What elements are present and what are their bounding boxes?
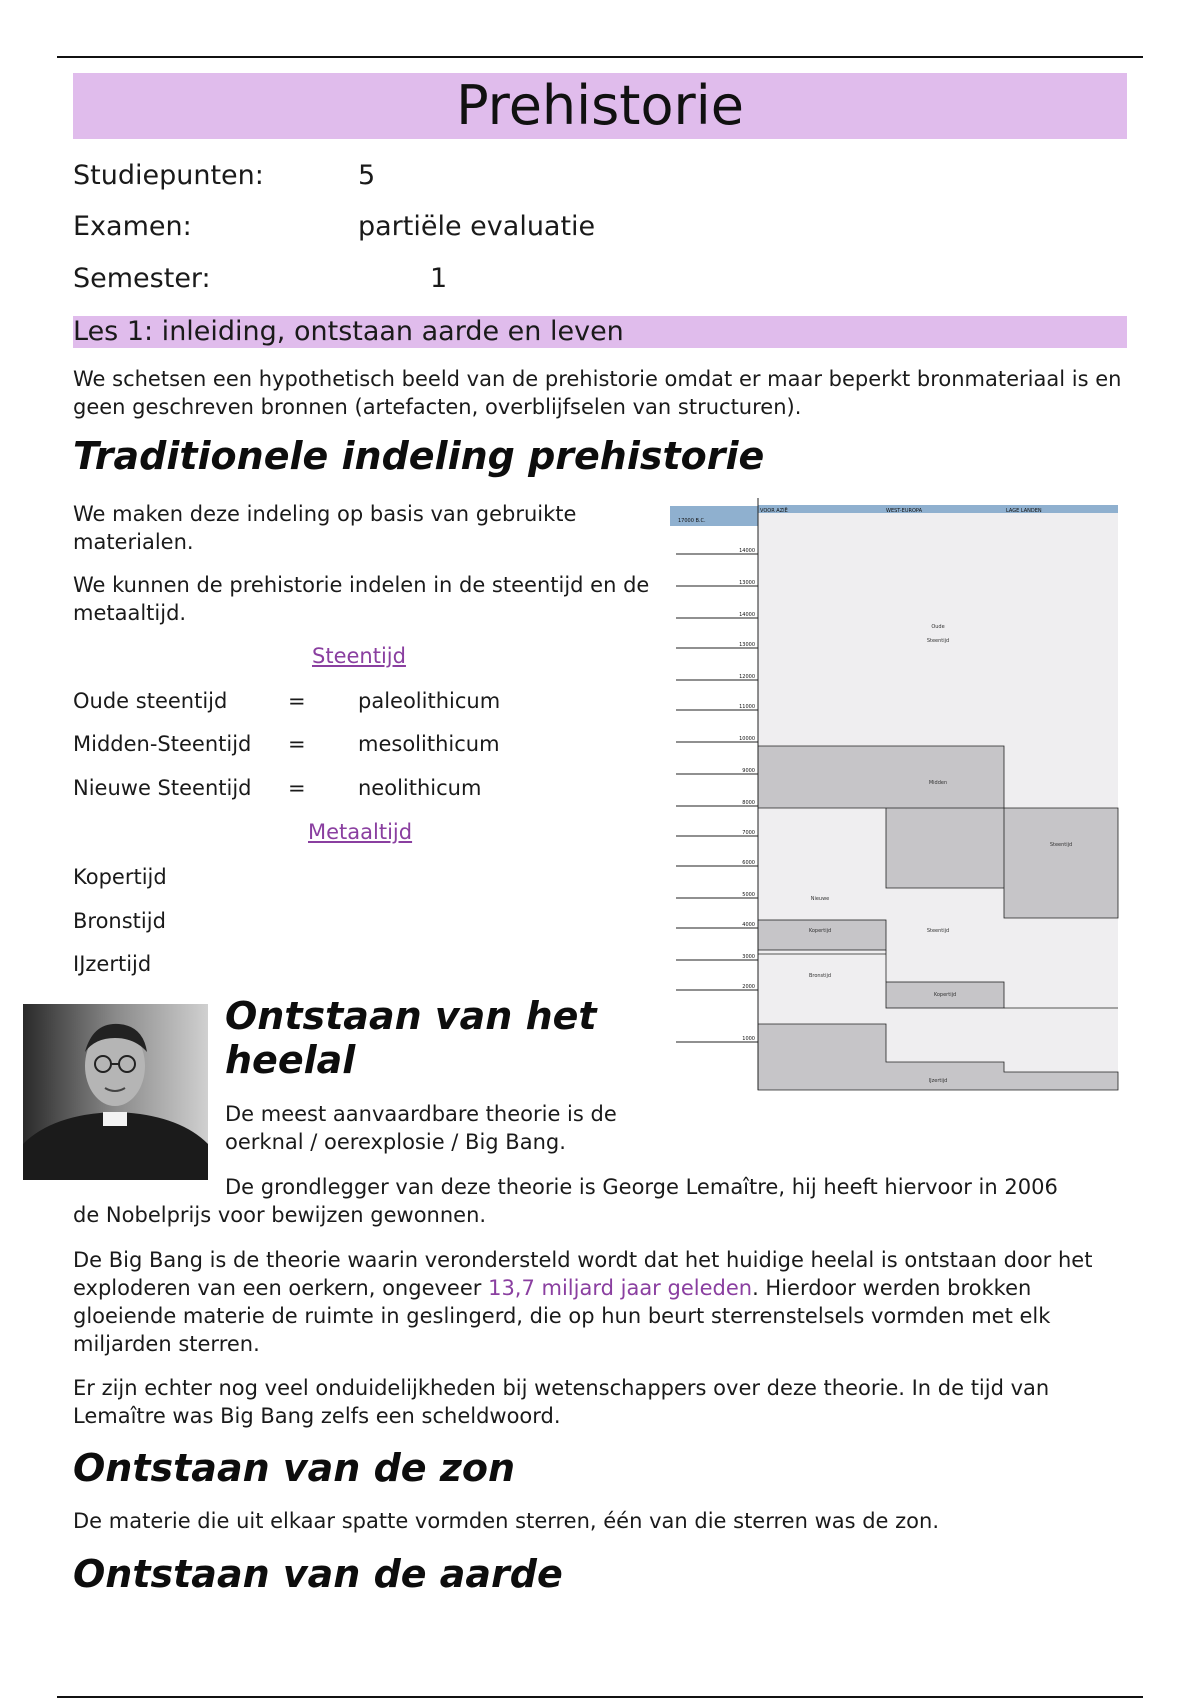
timeline-tick-label: 13000 bbox=[739, 642, 755, 648]
metal-age-item: IJzertijd bbox=[73, 952, 152, 976]
heelal-paragraph-3-text-end: . Hierdoor werden brokken gloeiende materie de ruimte in geslingerd, die op hun beurt sterrenstelsels vormden met elk miljarden sterren. bbox=[73, 1276, 1051, 1356]
heelal-paragraph-2-line1: De grondlegger van deze theorie is George Lemaître, hij heeft hiervoor in 2006 bbox=[225, 1175, 1058, 1199]
heelal-paragraph-3-text: De Big Bang is de theorie waarin verondersteld wordt dat het huidige heelal is ontstaan door het exploderen van een oerkern, ongeveer bbox=[73, 1248, 1093, 1300]
intro-paragraph: We schetsen een hypothetisch beeld van de prehistorie omdat er maar beperkt bronmateriaal is en geen geschreven bronnen (artefacten, overblijfselen van structuren). bbox=[73, 367, 1122, 419]
lemaitre-portrait-image bbox=[23, 1004, 208, 1180]
midden-label: Midden bbox=[928, 780, 948, 786]
corner-label: 17000 B.C. bbox=[678, 518, 706, 524]
metaaltijd-link[interactable]: Metaaltijd bbox=[308, 820, 413, 844]
oude-steentijd-label: Steentijd bbox=[926, 638, 950, 644]
photo-collar bbox=[103, 1112, 127, 1126]
metal-age-item: Kopertijd bbox=[73, 865, 167, 889]
timeline-tick-label: 7000 bbox=[742, 830, 755, 836]
stone-age-term: neolithicum bbox=[358, 776, 482, 800]
timeline-tick-label: 12000 bbox=[739, 674, 755, 680]
timeline-tick-label: 9000 bbox=[742, 768, 755, 774]
column-header: LAGE LANDEN bbox=[1006, 508, 1042, 514]
timeline-tick-label: 14000 bbox=[739, 548, 755, 554]
timeline-tick-label: 13000 bbox=[739, 580, 755, 586]
heelal-paragraph-3 bbox=[73, 1246, 1133, 1358]
steentijd-link[interactable]: Steentijd bbox=[312, 644, 406, 668]
steentijd-mid-label: Steentijd bbox=[926, 928, 950, 934]
equals-sign: = bbox=[288, 732, 306, 756]
column-header: VOOR AZIË bbox=[760, 508, 788, 514]
timeline-tick-label: 1000 bbox=[742, 1036, 755, 1042]
heelal-paragraph-2-line2: de Nobelprijs voor bewijzen gewonnen. bbox=[73, 1203, 487, 1227]
heelal-paragraph-4: Er zijn echter nog veel onduidelijkheden bij wetenschappers over deze theorie. In de tijd van Lemaître was Big Bang zelfs een scheldwoord. bbox=[73, 1376, 1050, 1428]
semester-label: Semester: bbox=[73, 263, 211, 294]
timeline-tick-label: 3000 bbox=[742, 954, 755, 960]
zon-paragraph: De materie die uit elkaar spatte vormden sterren, één van die sterren was de zon. bbox=[73, 1509, 940, 1533]
stone-age-name: Midden-Steentijd bbox=[73, 732, 252, 756]
stone-age-name: Nieuwe Steentijd bbox=[73, 776, 252, 800]
timeline-tick-label: 6000 bbox=[742, 860, 755, 866]
semester-value: 1 bbox=[430, 263, 448, 294]
kopertijd-mid-label: Kopertijd bbox=[933, 992, 957, 998]
heelal-paragraph-1-line2: oerknal / oerexplosie / Big Bang. bbox=[225, 1130, 566, 1154]
timeline-tick-label: 4000 bbox=[742, 922, 755, 928]
timeline-tick-label: 2000 bbox=[742, 984, 755, 990]
oude-label: Oude bbox=[931, 624, 945, 630]
heading-ontstaan-heelal-line2: heelal bbox=[225, 1038, 356, 1082]
kopertijd-left-label: Kopertijd bbox=[808, 928, 832, 934]
studiepunten-label: Studiepunten: bbox=[73, 160, 264, 191]
timeline-tick-label: 14000 bbox=[739, 612, 755, 618]
bottom-rule bbox=[57, 1696, 1143, 1698]
examen-label: Examen: bbox=[73, 211, 192, 242]
stone-age-term: mesolithicum bbox=[358, 732, 500, 756]
heelal-paragraph-1-line1: De meest aanvaardbare theorie is de bbox=[225, 1102, 617, 1126]
equals-sign: = bbox=[288, 689, 306, 713]
prehistory-timeline-chart bbox=[668, 492, 1122, 1096]
lesson-heading: Les 1: inleiding, ontstaan aarde en leven bbox=[73, 316, 1127, 348]
bronstijd-label: Bronstijd bbox=[808, 973, 832, 979]
heelal-age-highlight: 13,7 miljard jaar geleden bbox=[488, 1276, 753, 1300]
examen-value: partiële evaluatie bbox=[358, 211, 596, 242]
page-title: Prehistorie bbox=[73, 73, 1127, 139]
tick-group bbox=[676, 548, 758, 1042]
ijzertijd-label: IJzertijd bbox=[928, 1078, 948, 1084]
timeline-tick-label: 8000 bbox=[742, 800, 755, 806]
studiepunten-value: 5 bbox=[358, 160, 376, 191]
nieuwe-label: Nieuwe bbox=[810, 896, 830, 902]
indeling-paragraph-1: We maken deze indeling op basis van gebruikte materialen. bbox=[73, 502, 577, 554]
heading-ontstaan-aarde: Ontstaan van de aarde bbox=[73, 1552, 563, 1596]
timeline-tick-label: 10000 bbox=[739, 736, 755, 742]
kopertijd-block-left bbox=[758, 920, 886, 950]
heading-traditionele-indeling: Traditionele indeling prehistorie bbox=[73, 434, 765, 478]
timeline-tick-label: 5000 bbox=[742, 892, 755, 898]
heading-ontstaan-zon: Ontstaan van de zon bbox=[73, 1446, 516, 1490]
heading-ontstaan-heelal-line1: Ontstaan van het bbox=[225, 994, 597, 1038]
stone-age-name: Oude steentijd bbox=[73, 689, 228, 713]
metal-age-item: Bronstijd bbox=[73, 909, 166, 933]
stone-age-term: paleolithicum bbox=[358, 689, 501, 713]
header-bar bbox=[758, 505, 1118, 513]
indeling-paragraph-2: We kunnen de prehistorie indelen in de steentijd en de metaaltijd. bbox=[73, 573, 650, 625]
timeline-tick-label: 11000 bbox=[739, 704, 755, 710]
top-rule bbox=[57, 56, 1143, 58]
column-header: WEST-EUROPA bbox=[886, 508, 923, 514]
equals-sign: = bbox=[288, 776, 306, 800]
steentijd-right-label: Steentijd bbox=[1049, 842, 1073, 848]
